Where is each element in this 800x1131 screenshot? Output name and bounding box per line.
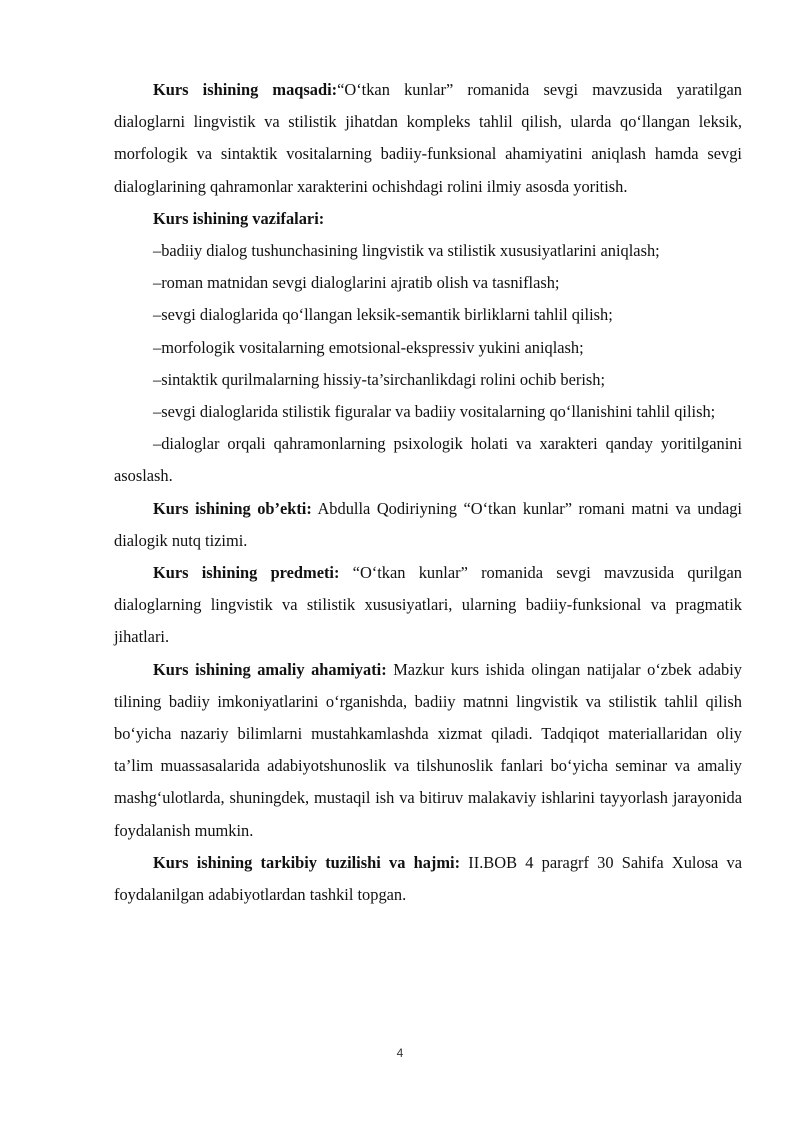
- task-item: –dialoglar orqali qahramonlarning psixologik holati va xarakteri qanday yoritilganini asoslash.: [114, 434, 742, 486]
- task-item: –sintaktik qurilmalarning hissiy-ta’sirchanlikdagi rolini ochib berish;: [153, 369, 606, 389]
- task-item: –badiiy dialog tushunchasining lingvistik va stilistik xususiyatlarini aniqlash;: [153, 241, 660, 261]
- task-item: –sevgi dialoglarida qo‘llangan leksik-semantik birliklarni tahlil qilish;: [153, 305, 613, 325]
- aim-paragraph: [114, 74, 742, 203]
- practical-text: Mazkur kurs ishida olingan natijalar o‘zbek adabiy tilining badiiy imkoniyatlarini o‘rganishda, badiiy matnni lingvistik va stilistik tahlil qilish bo‘yicha nazariy bilimlarni mustahkamlashda xizmat qiladi. Tadqiqot materiallaridan oliy ta’lim muassasalarida adabiyotshunoslik va tilshunoslik fanlari bo‘yicha seminar va amaliy mashg‘ulotlarda, shuningdek, mustaqil ish va bitiruv malakaviy ishlarini tayyorlash jarayonida foydalanish mumkin.: [114, 659, 742, 840]
- object-paragraph: [114, 493, 742, 557]
- aim-label: Kurs ishining maqsadi:: [153, 80, 338, 99]
- subject-text: “O‘tkan kunlar” romanida sevgi mavzusida qurilgan dialoglarning lingvistik va stilistik xususiyatlari, ularning badiiy-funksional va pragmatik jihatlari.: [114, 563, 742, 647]
- practical-label: Kurs ishining amaliy ahamiyati:: [153, 659, 387, 679]
- practical-paragraph: [114, 654, 742, 847]
- task-item: –sevgi dialoglarida stilistik figuralar va badiiy vositalarning qo‘llanishini tahlil qilish;: [153, 402, 716, 422]
- object-label: Kurs ishining ob’ekti:: [153, 498, 312, 518]
- tasks-label: Kurs ishining vazifalari:: [153, 208, 325, 228]
- subject-paragraph: [114, 557, 742, 654]
- task-item: –morfologik vositalarning emotsional-ekspressiv yukini aniqlash;: [153, 337, 584, 357]
- document-body: [114, 74, 742, 911]
- object-text: Abdulla Qodiriyning “O‘tkan kunlar” romani matni va undagi dialogik nutq tizimi.: [114, 498, 742, 550]
- tasks-heading-paragraph: [114, 203, 742, 235]
- structure-text: II.BOB 4 paragrf 30 Sahifa Xulosa va foydalanilgan adabiyotlardan tashkil topgan.: [114, 852, 742, 905]
- page-number: 4: [396, 1046, 404, 1060]
- structure-label: Kurs ishining tarkibiy tuzilishi va hajmi:: [153, 852, 461, 872]
- subject-label: Kurs ishining predmeti:: [153, 563, 340, 583]
- aim-text: “O‘tkan kunlar” romanida sevgi mavzusida yaratilgan dialoglarni lingvistik va stilistik jihatdan kompleks tahlil qilish, ularda qo‘llangan leksik, morfologik va sintaktik vositalarning badiiy-funksional ahamiyatini aniqlash hamda sevgi dialoglarining qahramonlar xarakterini ochishdagi rolini ilmiy asosda yoritish.: [114, 80, 742, 196]
- task-item: –roman matnidan sevgi dialoglarini ajratib olish va tasniflash;: [153, 273, 560, 293]
- structure-paragraph: [114, 847, 742, 911]
